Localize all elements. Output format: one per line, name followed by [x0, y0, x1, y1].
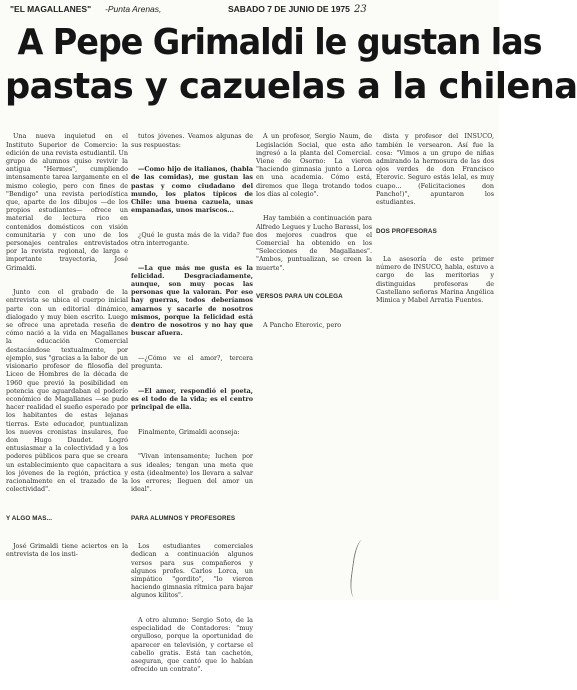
- column-3-paragraph: Hay también a continuación para Alfredo Legues y Lucho Barassi, los dos mejores cuadros que el Comercial ha obtenido en los "Selecciones de Magallanes". "Ambos, puntualizan, se creen la muerte".: [256, 214, 375, 272]
- city-name: -Punta Arenas,: [105, 4, 162, 14]
- column-2-subhead: PARA ALUMNOS Y PROFESORES: [131, 514, 236, 522]
- article-column-4: [376, 116, 497, 600]
- article-column-2: [131, 116, 256, 674]
- column-2-paragraph: A otro alumno: Sergio Soto, de la especialidad de Contadores: "muy orgulloso, porque la oportunidad de aparecer en televisión, y cortarse el cabello gratis. Está tan cachetón, aseguran, que cantó que lo habían ofrecido un contrato".: [131, 615, 256, 674]
- column-2-paragraph: —El amor, respondió el poeta, es el todo de la vida; es el centro principal de ella.: [131, 386, 256, 412]
- column-3-subhead: VERSOS PARA UN COLEGA: [256, 293, 343, 301]
- column-4-paragraph: dista y profesor del INSUCO, también le versearon. Así fue la cosa: "Vimos a un grupo de niñas admirando la hermosura de las dos ojos verdes de don Francisco Eterovic. Seguro estás lelal, es muy cuapo... (Felicitaciones don Pancho!)", apuntaron los estudiantes.: [376, 132, 497, 207]
- column-2-paragraph: "Vivan intensamente; luchen por sus ideales; tengan una meta que esta (idealmente) los llevara a salvar los errores; lleguen del amor un ideal".: [131, 452, 256, 494]
- headline-line-2: pastas y cazuelas a la chilena: [4, 66, 577, 107]
- column-2-paragraph: tutos jóvenes. Veamos algunas de sus respuestas:: [131, 132, 256, 149]
- column-3-paragraph: A un profesor, Sergio Naum, de Legislación Social, que esta año ingresó a la planta del Comercial. Viene de Osorno: La vieron "haciendo gimnasia junto a Lorca en una academia. Cómo está, diremos que llega trotando todos los días al colegio".: [256, 132, 375, 198]
- article-column-1: [6, 116, 131, 600]
- column-2-paragraph: —¿Cómo ve el amor?, tercera pregunta.: [131, 353, 256, 371]
- column-2-paragraph: ¿Qué le gusta más de la vida? fue otra interrogante.: [131, 230, 256, 248]
- column-2-paragraph: —La que más me gusta es la felicidad. Desgraciadamente, aunque, son muy pocas las personas que la valoran. Por eso hay guerras, todos deberíamos amarnos y sacarle de nosotros mismos, porque la felicidad está dentro de nosotros y no hay que buscar afuera.: [131, 263, 256, 338]
- column-2-paragraph: Los estudiantes comerciales dedican a continuación algunos versos para sus compañeros y algunos profes. Carlos Lorca, un simpático "gordito", "lo vieron haciendo gimnasia rítmica para bajar algunos kilitos".: [131, 542, 256, 600]
- column-2-paragraph: —Como hijo de italianos, (habla de las comidas), me gustan las pastas y como ciudadano del mundo, los platos típicos de Chile: una buena cazuela, unas empanadas, unos mariscos...: [131, 165, 256, 215]
- masthead: [10, 4, 490, 16]
- column-1-paragraph: Junto con el grabado de la entrevista se ubica el cuerpo inicial parte con un editorial dinámico, dialogado y muy bien escrito. Luego se ofrece una apretada reseña de cómo nació a la vida en Magallanes la educación Comercial destacándose textualmente, por ejemplo, sus "gracias a la labor de un visionario profesor de filosofía del Liceo de Hombres de la década de 1960 que previó la posibilidad en potencia que aguardaban el poderío económico de Magallanes —se pudo hacer realidad el sueño esperado por los habitantes de estas lejanas tierras. Este educador, puntualizan los nuevos cronistas insulares, fue don Hugo Daudet. Logró entusiasmar a la colectividad y a los poderes públicos para que se creara un establecimiento que capacitara a los jóvenes de la región, práctica y racionalmente en el trazado de la colectividad".: [6, 288, 131, 494]
- column-2-paragraph: Finalmente, Grimaldi aconseja:: [138, 427, 240, 436]
- column-1-paragraph: José Grimaldi tiene aciertos en la entrevista de los insti-: [6, 542, 131, 559]
- headline-line-1: A Pepe Grimaldi le gustan las: [17, 22, 542, 63]
- newspaper-name: "EL MAGALLANES": [10, 4, 92, 14]
- column-1-subhead: Y ALGO MAS...: [6, 514, 53, 522]
- column-4-paragraph: La asesoría de este primer número de INSUCO, habla, estuvo a cargo de las meritorias y distinguidas profesoras de Castellano señoras Marina Angélica Mimica y Mabel Arratia Fuentes.: [376, 255, 497, 305]
- column-3-paragraph: A Pancho Eterovic, pero: [263, 320, 342, 329]
- handwritten-page-mark: 23: [354, 4, 367, 15]
- article-column-3: [256, 116, 375, 600]
- column-4-subhead: DOS PROFESORAS: [376, 227, 437, 235]
- column-1-paragraph: Una nueva inquietud en el Instituto Superior de Comercio: la edición de una revista estudiantil. Un grupo de alumnos quiso revivir la antigua "Hermes", cumpliendo intensamente tarea largamente en el mismo colegio, pero con fines de "Bendigo" una revista periodística que, aparte de los dibujos —de los propios estudiantes— ofrece un material de lectura rico en contenidos domésticos con visión comunitaria y con uno de los personajes centrales entrevistados por la revista regional, de larga e importante trayectoria, José Grimaldi.: [6, 132, 131, 272]
- issue-date: SABADO 7 DE JUNIO DE 1975: [228, 4, 350, 14]
